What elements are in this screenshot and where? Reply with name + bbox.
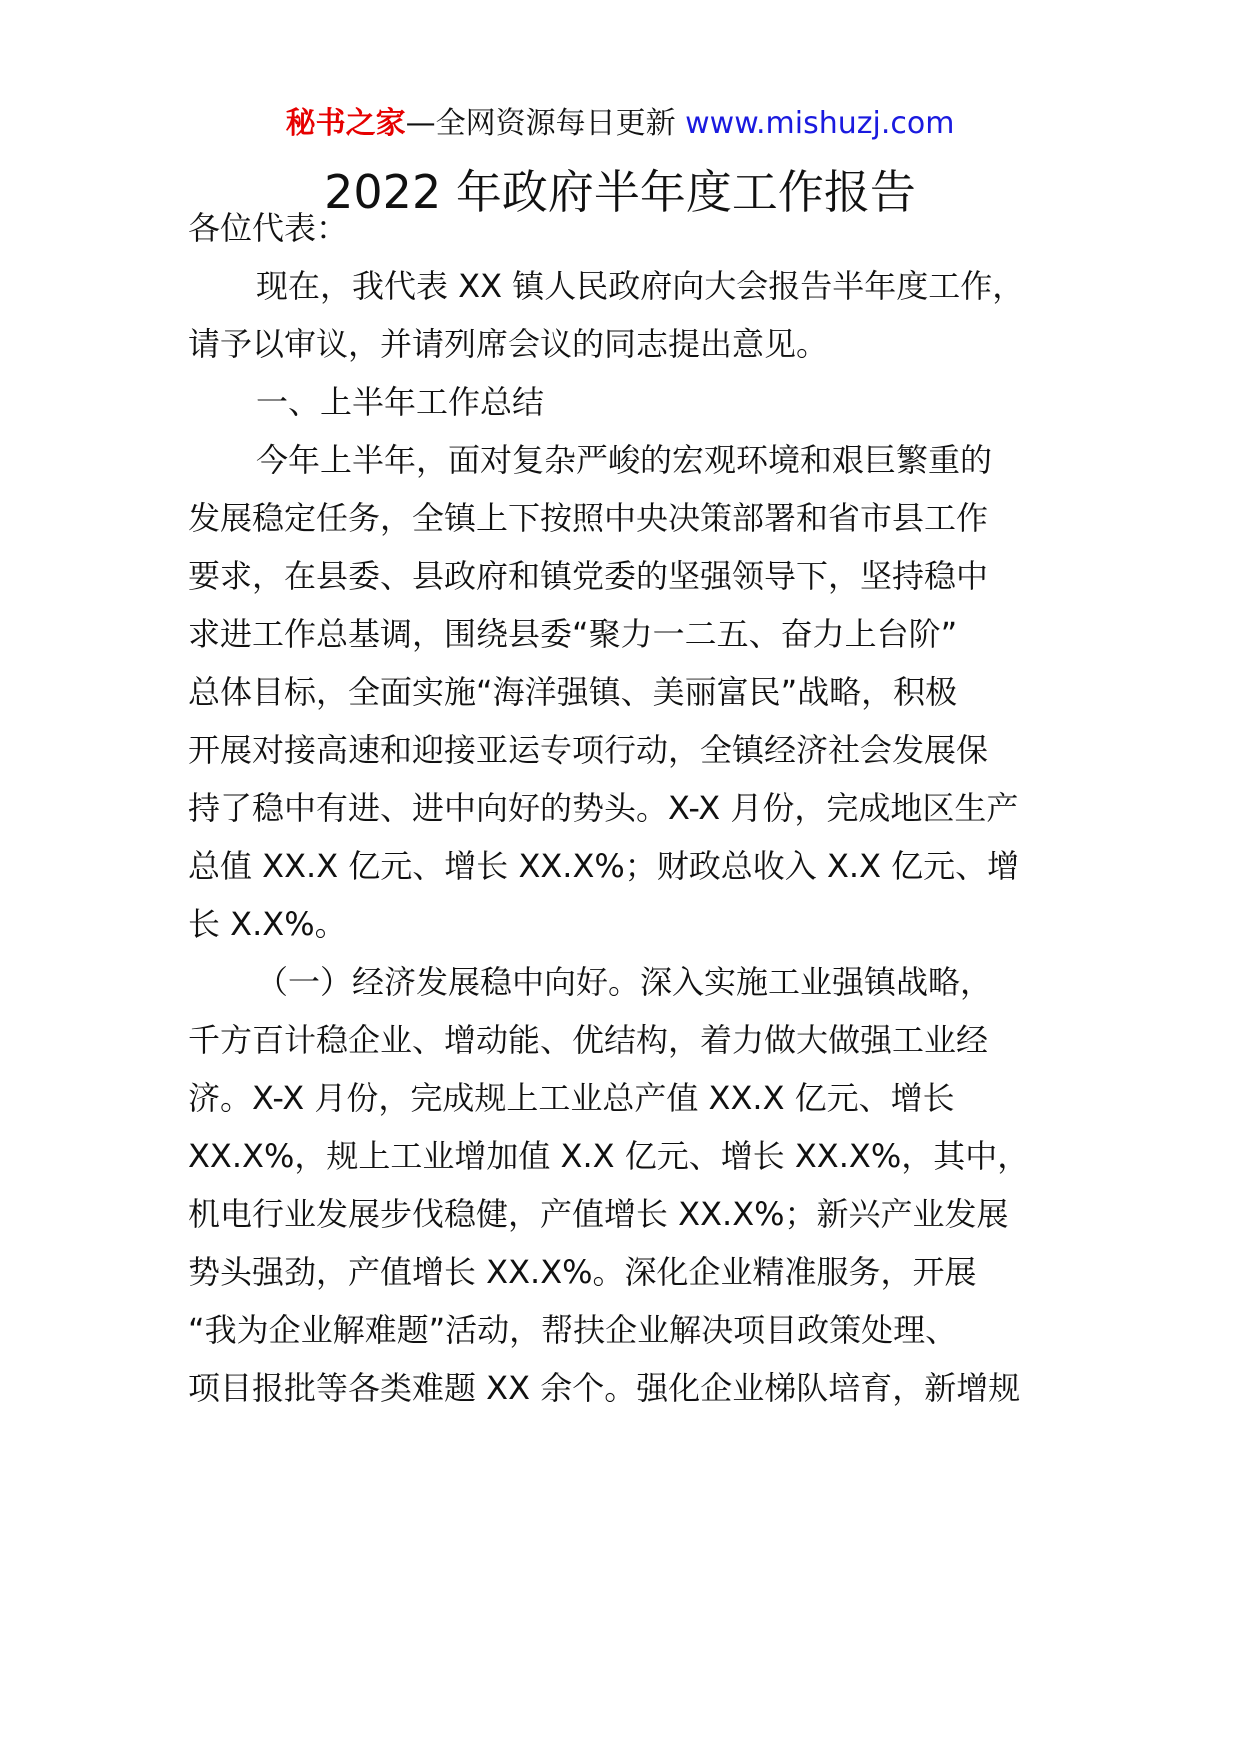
paragraph-line: 势头强劲，产值增长 XX.X%。深化企业精准服务，开展: [188, 1253, 977, 1291]
salutation: 各位代表：: [188, 209, 349, 247]
paragraph-line: 请予以审议，并请列席会议的同志提出意见。: [188, 325, 829, 363]
site-brand: 秘书之家: [285, 106, 406, 141]
paragraph-line: XX.X%，规上工业增加值 X.X 亿元、增长 XX.X%，其中，: [188, 1137, 1030, 1175]
paragraph-line: “我为企业解难题”活动，帮扶企业解决项目政策处理、: [188, 1311, 958, 1349]
paragraph-line: 现在，我代表 XX 镇人民政府向大会报告半年度工作，: [256, 267, 1025, 305]
paragraph-line: 求进工作总基调，围绕县委“聚力一二五、奋力上台阶”: [188, 615, 958, 653]
paragraph-line: 发展稳定任务，全镇上下按照中央决策部署和省市县工作: [188, 499, 989, 537]
paragraph-line: 要求，在县委、县政府和镇党委的坚强领导下，坚持稳中: [188, 557, 989, 595]
section-heading: 一、上半年工作总结: [256, 383, 545, 421]
paragraph-line: 总体目标，全面实施“海洋强镇、美丽富民”战略，积极: [188, 673, 958, 711]
document-title: 2022 年政府半年度工作报告: [324, 165, 916, 219]
paragraph-line: 项目报批等各类难题 XX 余个。强化企业梯队培育，新增规: [188, 1369, 1021, 1407]
site-url-link[interactable]: www.mishuzj.com: [685, 106, 955, 141]
paragraph-line: 今年上半年，面对复杂严峻的宏观环境和艰巨繁重的: [256, 441, 993, 479]
paragraph-line: 济。X-X 月份，完成规上工业总产值 XX.X 亿元、增长: [188, 1079, 955, 1117]
subsection-line: （一）经济发展稳中向好。深入实施工业强镇战略，: [256, 963, 993, 1001]
paragraph-line: 开展对接高速和迎接亚运专项行动，全镇经济社会发展保: [188, 731, 989, 769]
site-header: [0, 102, 1240, 146]
paragraph-line: 机电行业发展步伐稳健，产值增长 XX.X%；新兴产业发展: [188, 1195, 1009, 1233]
paragraph-line: 持了稳中有进、进中向好的势头。X-X 月份，完成地区生产: [188, 789, 1019, 827]
site-tagline: —全网资源每日更新: [405, 106, 686, 141]
paragraph-line: 总值 XX.X 亿元、增长 XX.X%；财政总收入 X.X 亿元、增: [188, 847, 1020, 885]
paragraph-line: 千方百计稳企业、增动能、优结构，着力做大做强工业经: [188, 1021, 989, 1059]
paragraph-line: 长 X.X%。: [188, 905, 347, 943]
